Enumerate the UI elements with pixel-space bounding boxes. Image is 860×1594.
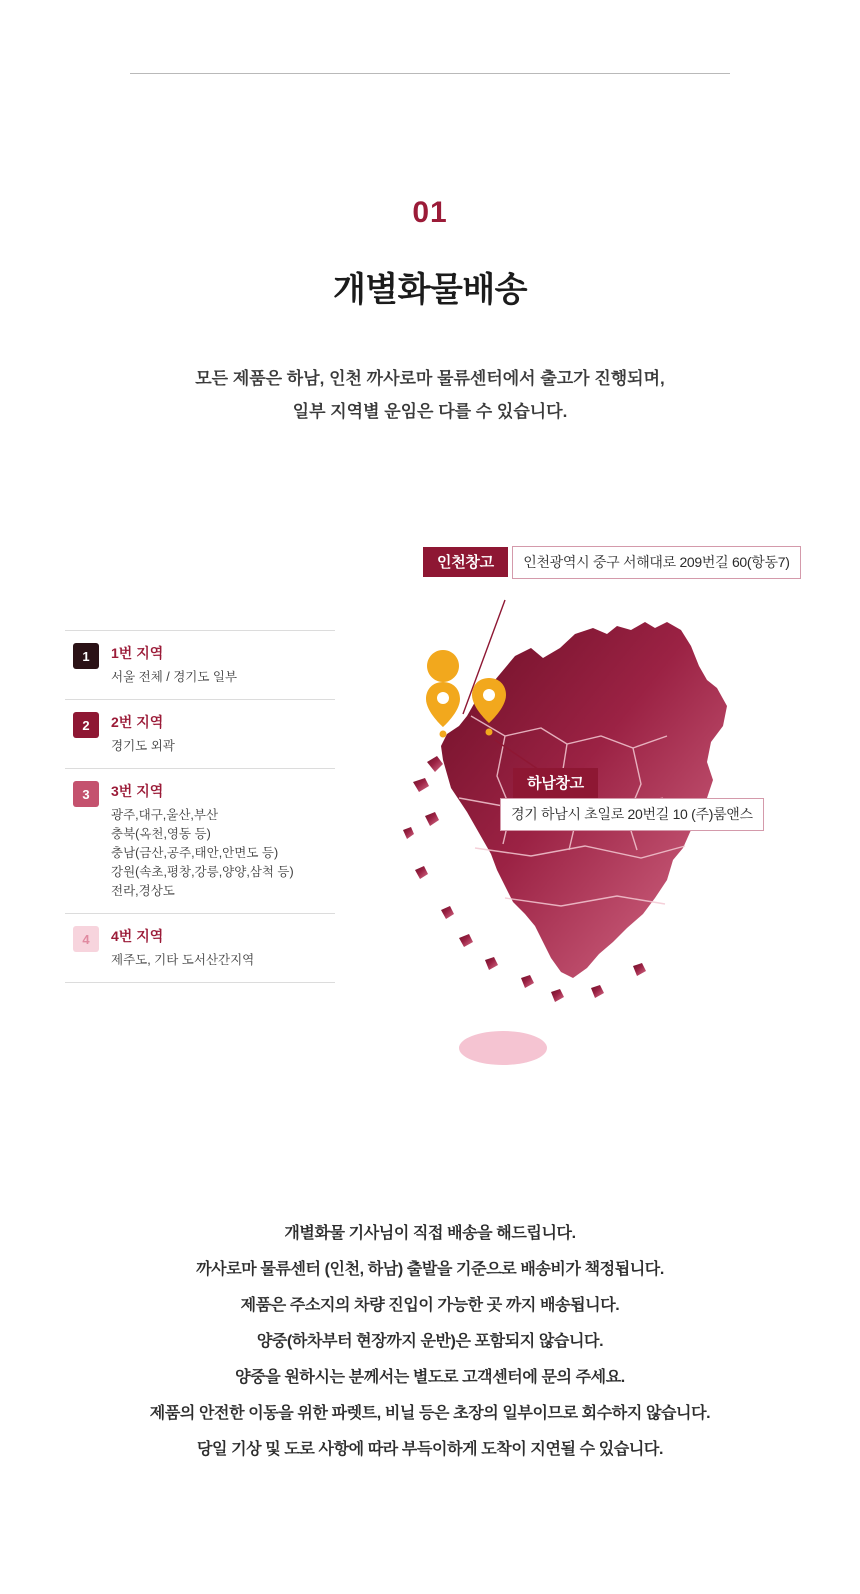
zone-detail-line: 전라,경상도 [111, 884, 175, 898]
footer-note-line: 제품의 안전한 이동을 위한 파렛트, 비닐 등은 초장의 일부이므로 회수하지 않습니다. [149, 1405, 711, 1422]
map-marker-incheon[interactable] [426, 650, 460, 738]
callout-hanam-title: 하남창고 [513, 768, 598, 798]
zone-detail-line: 충남(금산,공주,태안,안면도 등) [111, 846, 279, 860]
callout-incheon-title: 인천창고 [423, 547, 508, 577]
list-item [65, 914, 335, 983]
zone-badge-2: 2 [73, 712, 99, 738]
list-item [65, 630, 335, 700]
zone-title-1: 1번 지역 [111, 645, 164, 661]
korea-map [355, 530, 855, 1090]
callout-hanam [500, 768, 855, 831]
section-description [0, 362, 860, 428]
zone-badge-1: 1 [73, 643, 99, 669]
zone-detail-line: 경기도 외곽 [111, 739, 175, 753]
footer-note-line: 양중(하차부터 현장까지 운반)은 포함되지 않습니다. [256, 1333, 604, 1350]
zone-title-4: 4번 지역 [111, 928, 164, 944]
callout-hanam-address: 경기 하남시 초일로 20번길 10 (주)룸앤스 [500, 798, 764, 831]
zone-detail-line: 강원(속초,평창,강릉,양양,삼척 등) [111, 865, 294, 879]
zone-detail-line: 서울 전체 / 경기도 일부 [111, 670, 238, 684]
footer-note-line: 까사로마 물류센터 (인천, 하남) 출발을 기준으로 배송비가 책정됩니다. [196, 1261, 664, 1278]
zone-detail-line: 충북(옥천,영동 등) [111, 827, 211, 841]
zone-detail-1 [111, 668, 335, 687]
zone-badge-3: 3 [73, 781, 99, 807]
footer-note-line: 양중을 원하시는 분께서는 별도로 고객센터에 문의 주세요. [235, 1369, 625, 1386]
page-title: 개별화물배송 [332, 271, 528, 309]
list-item [65, 700, 335, 769]
zone-badge-4: 4 [73, 926, 99, 952]
footer-note-line: 당일 기상 및 도로 사항에 따라 부득이하게 도착이 지연될 수 있습니다. [196, 1441, 664, 1458]
section-description-line-2: 일부 지역별 운임은 다를 수 있습니다. [292, 402, 568, 421]
callout-incheon [410, 546, 801, 579]
top-divider [130, 73, 730, 74]
list-item [65, 769, 335, 914]
map-jeju-island [459, 1031, 547, 1065]
zone-detail-3 [111, 806, 335, 901]
callout-incheon-address: 인천광역시 중구 서해대로 209번길 60(항동7) [512, 546, 800, 579]
footer-note-line: 제품은 주소지의 차량 진입이 가능한 곳 까지 배송됩니다. [240, 1297, 620, 1314]
zone-title-3: 3번 지역 [111, 783, 164, 799]
zone-detail-line: 광주,대구,울산,부산 [111, 808, 219, 822]
zone-detail-2 [111, 737, 335, 756]
zone-list [65, 630, 335, 983]
zone-detail-4 [111, 951, 335, 970]
section-number: 01 [412, 196, 448, 229]
section-description-line-1: 모든 제품은 하남, 인천 까사로마 물류센터에서 출고가 진행되며, [195, 369, 665, 388]
zone-title-2: 2번 지역 [111, 714, 164, 730]
footer-note-line: 개별화물 기사님이 직접 배송을 해드립니다. [284, 1225, 576, 1242]
footer-notes [0, 1216, 860, 1468]
zone-detail-line: 제주도, 기타 도서산간지역 [111, 953, 255, 967]
